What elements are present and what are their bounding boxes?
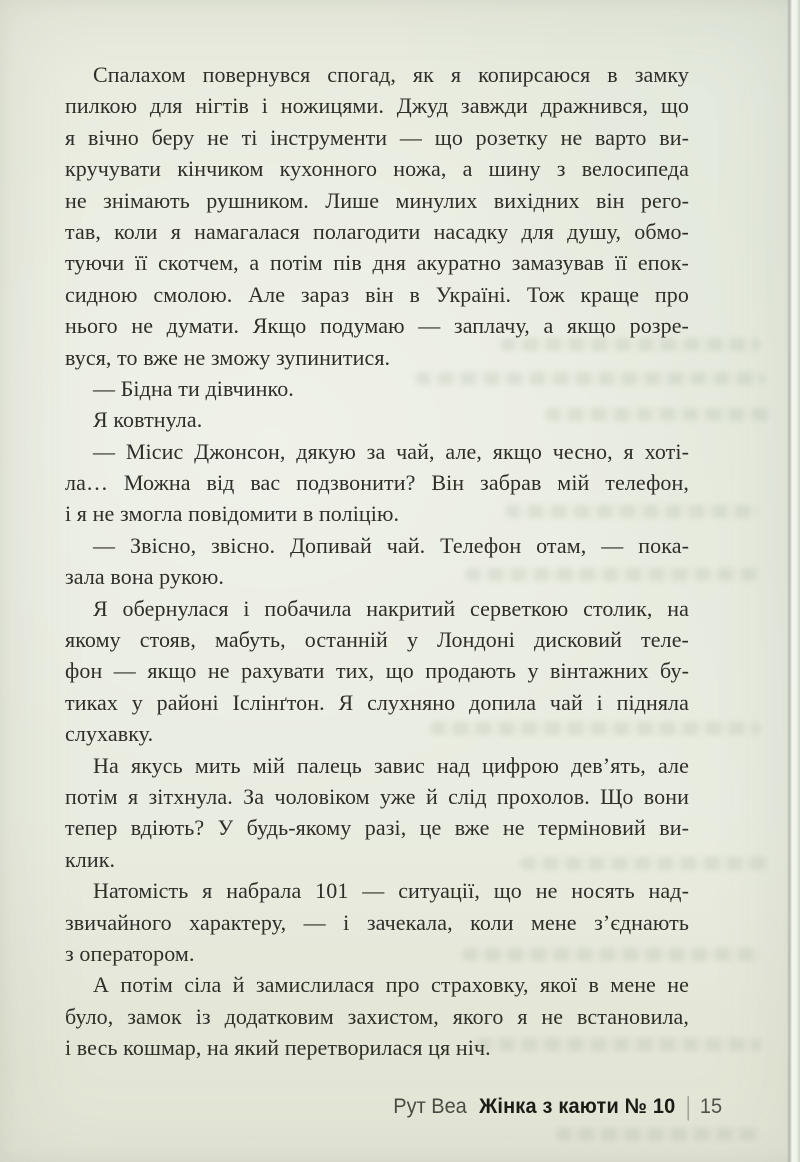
text-line: — Місис Джонсон, дякую за чай, але, якщо чесно, я хоті- <box>93 438 689 464</box>
text-line: клик. <box>65 846 116 872</box>
footer-author: Рут Веа <box>393 1094 467 1118</box>
text-line: було, замок із додатковим захистом, якого я не встановила, <box>65 1003 689 1029</box>
text-line: фон — якщо не рахувати тих, що продають у вінтажних бу- <box>65 658 689 684</box>
text-line: якому стояв, мабуть, останній у Лондоні дисковий теле- <box>65 627 689 653</box>
bleed-through-artifact <box>556 1128 761 1141</box>
paragraph <box>65 59 689 373</box>
text-line: тепер вдіють? У будь-якому разі, це вже не терміновий ви- <box>65 815 689 841</box>
paragraph <box>65 373 689 404</box>
text-line: туючи її скотчем, а потім пів дня акуратно замазував її епок- <box>65 250 689 276</box>
text-line: Натомість я набрала 101 — ситуації, що не носять над- <box>93 878 689 904</box>
text-line: і весь кошмар, на який перетворилася ця ніч. <box>65 1035 491 1061</box>
text-line: нього не думати. Якщо подумаю — заплачу, а якщо розре- <box>65 313 689 339</box>
body-text <box>65 59 689 1064</box>
text-line: пилкою для нігтів і ножицями. Джуд завжди дражнився, що <box>65 93 689 119</box>
paragraph <box>65 875 689 969</box>
text-line: зала вона рукою. <box>65 564 224 590</box>
text-line: з оператором. <box>65 940 195 966</box>
running-footer <box>393 1091 722 1122</box>
text-line: вуся, то вже не зможу зупинитися. <box>65 344 391 370</box>
footer-book-title: Жінка з каюти № 10 <box>479 1094 676 1118</box>
text-line: ла… Можна від вас подзвонити? Він забрав мій телефон, <box>65 470 689 496</box>
text-line: потім я зітхнула. За чоловіком уже й слід прохолов. Що вони <box>65 783 689 809</box>
paragraph <box>65 593 689 750</box>
text-line: не знімають рушником. Лише минулих вихідних він рего- <box>65 187 689 213</box>
text-line: тав, коли я намагалася полагодити насадку для душу, обмо- <box>65 218 689 244</box>
paragraph <box>65 530 689 593</box>
text-line: і я не змогла повідомити в поліцію. <box>65 501 400 527</box>
text-line: звичайного характеру, — і зачекала, коли мене з’єднають <box>65 909 689 935</box>
text-line: На якусь мить мій палець завис над цифрою дев’ять, але <box>93 752 689 778</box>
text-line: Я ковтнула. <box>93 407 203 433</box>
paragraph <box>65 404 689 435</box>
text-line: — Бідна ти дівчинко. <box>93 375 294 401</box>
paragraph <box>65 436 689 530</box>
text-line: Я обернулася і побачила накритий серветкою столик, на <box>93 595 689 621</box>
text-line: — Звісно, звісно. Допивай чай. Телефон отам, — пока- <box>93 532 689 558</box>
footer-divider: | <box>686 1091 690 1121</box>
text-line: тиках у районі Іслінґтон. Я слухняно допила чай і підняла <box>65 689 689 715</box>
text-line: сидною смолою. Але зараз він в Україні. Тож краще про <box>65 281 689 307</box>
text-line: кручувати кінчиком кухонного ножа, а шину з велосипеда <box>65 156 689 182</box>
paragraph <box>65 969 689 1063</box>
text-line: слухавку. <box>65 721 154 747</box>
footer-page-number: 15 <box>699 1094 722 1118</box>
text-line: Спалахом повернувся спогад, як я копирсаюся в замку <box>93 62 689 87</box>
text-line: А потім сіла й замислилася про страховку, якої в мене не <box>93 972 689 998</box>
paragraph <box>65 750 689 876</box>
page-edge <box>787 0 800 1162</box>
text-line: я вічно беру не ті інструменти — що розетку не варто ви- <box>65 124 689 150</box>
